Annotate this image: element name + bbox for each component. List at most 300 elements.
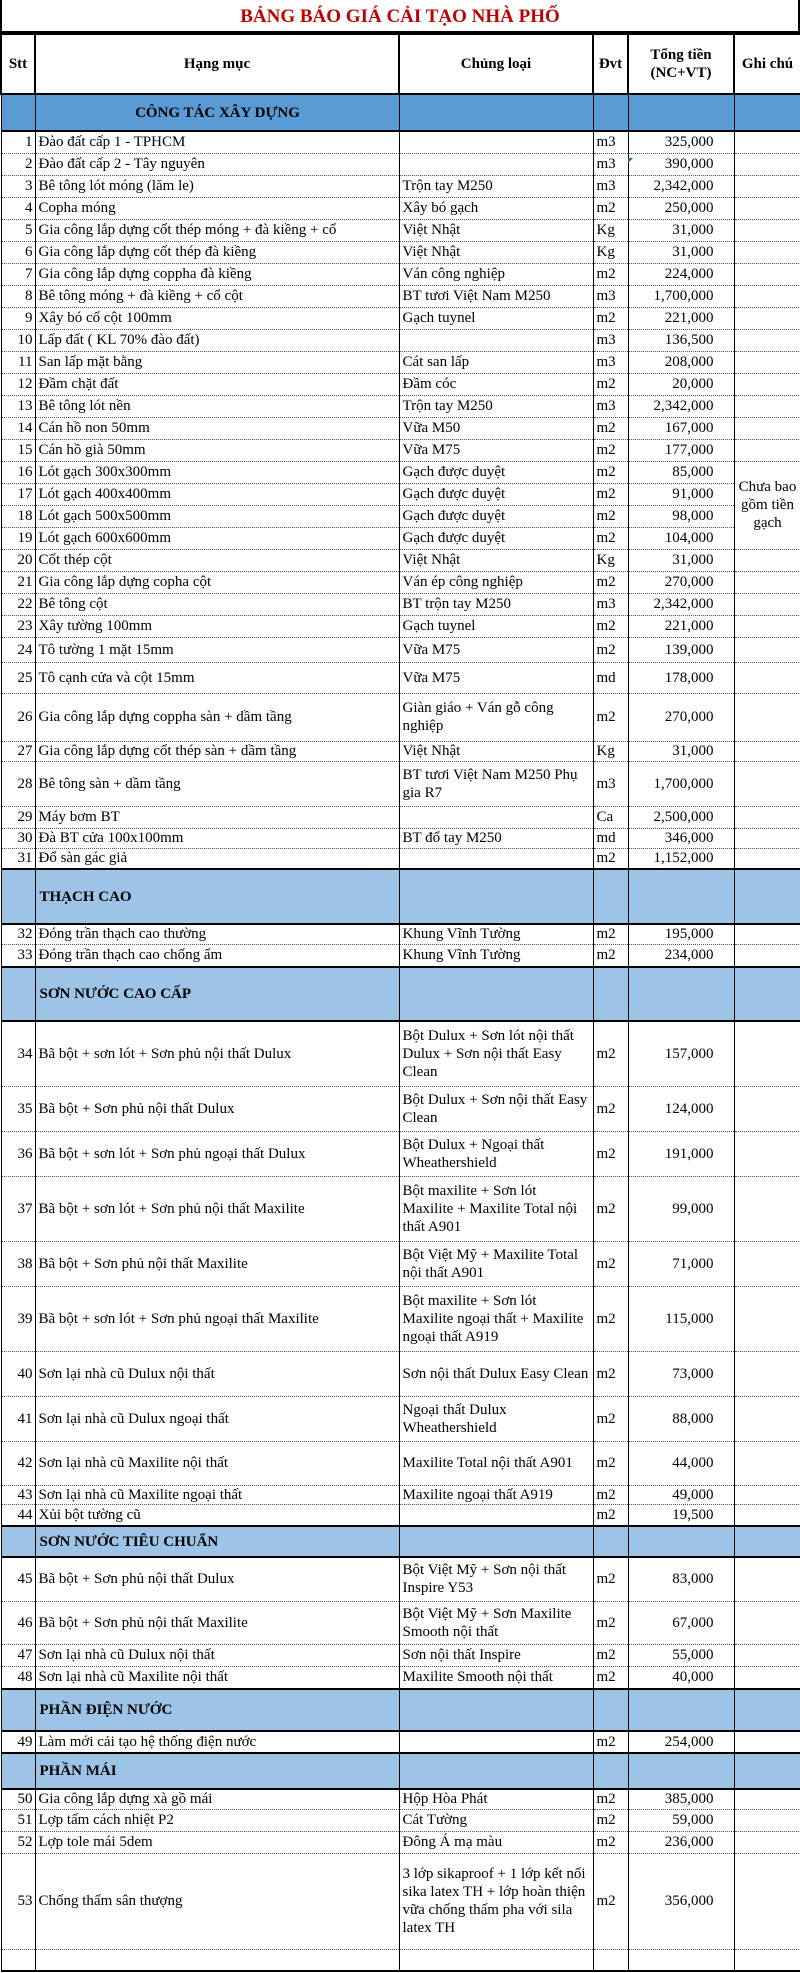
row-item-name: Bã bột + sơn lót + Sơn phủ nội thất Maxilite <box>35 1176 399 1241</box>
table-row <box>1 944 800 967</box>
row-note <box>734 351 800 373</box>
row-stt: 40 <box>1 1351 35 1396</box>
blank-row <box>1 1949 800 1971</box>
row-stt: 7 <box>1 263 35 285</box>
row-material-type: Maxilite Total nội thất A901 <box>399 1441 593 1485</box>
table-row <box>1 549 800 571</box>
row-material-type: Bột Việt Mỹ + Sơn nội thất Inspire Y53 <box>399 1557 593 1601</box>
row-material-type: Trộn tay M250 <box>399 175 593 197</box>
row-unit: m2 <box>593 1241 628 1286</box>
row-item-name: Bã bột + Sơn phủ nội thất Maxilite <box>35 1601 399 1644</box>
row-material-type: Vữa M75 <box>399 637 593 662</box>
table-row <box>1 1666 800 1689</box>
row-unit: m2 <box>593 263 628 285</box>
row-material-type: Gạch được duyệt <box>399 505 593 527</box>
row-stt: 16 <box>1 461 35 483</box>
row-item-name: Đóng trần thạch cao chống ẩm <box>35 944 399 967</box>
col-total-line1: Tổng tiền <box>650 47 712 63</box>
row-note <box>734 571 800 593</box>
row-material-type: Việt Nhật <box>399 219 593 241</box>
row-item-name: Cán hồ non 50mm <box>35 417 399 439</box>
row-material-type: Vữa M75 <box>399 662 593 693</box>
row-stt: 45 <box>1 1557 35 1601</box>
table-row <box>1 153 800 175</box>
row-total-price: 385,000 <box>628 1789 734 1809</box>
row-total-price: 124,000 <box>628 1086 734 1131</box>
table-row <box>1 615 800 637</box>
row-unit: m2 <box>593 1131 628 1176</box>
row-total-price: 1,700,000 <box>628 285 734 307</box>
row-total-price: 55,000 <box>628 1644 734 1666</box>
section-total-cell <box>628 1689 734 1731</box>
row-item-name: Lót gạch 500x500mm <box>35 505 399 527</box>
row-item-name: Copha móng <box>35 197 399 219</box>
table-row <box>1 1485 800 1504</box>
row-total-price: 40,000 <box>628 1666 734 1689</box>
row-material-type: Cát san lấp <box>399 351 593 373</box>
header-row <box>1 34 800 94</box>
row-note <box>734 1809 800 1831</box>
row-stt: 9 <box>1 307 35 329</box>
row-item-name: Gia công lắp dựng coppha đà kiềng <box>35 263 399 285</box>
row-item-name: Đào đất cấp 1 - TPHCM <box>35 131 399 153</box>
row-unit: m3 <box>593 153 628 175</box>
row-total-price: 19,500 <box>628 1504 734 1526</box>
row-stt: 29 <box>1 806 35 828</box>
section-title: PHẦN ĐIỆN NƯỚC <box>35 1689 399 1731</box>
row-unit: Kg <box>593 241 628 263</box>
row-material-type: BT tươi Việt Nam M250 Phụ gia R7 <box>399 761 593 806</box>
row-note <box>734 1731 800 1753</box>
row-stt: 41 <box>1 1396 35 1441</box>
row-material-type <box>399 329 593 351</box>
row-note <box>734 1086 800 1131</box>
row-item-name: Tô tường 1 mặt 15mm <box>35 637 399 662</box>
row-stt: 31 <box>1 848 35 869</box>
row-unit: m2 <box>593 944 628 967</box>
section-title: SƠN NƯỚC TIÊU CHUẨN <box>35 1526 399 1557</box>
row-material-type: Đầm cóc <box>399 373 593 395</box>
row-note <box>734 1131 800 1176</box>
row-note <box>734 741 800 761</box>
row-unit: m3 <box>593 351 628 373</box>
row-stt: 34 <box>1 1021 35 1086</box>
row-total-price: 178,000 <box>628 662 734 693</box>
row-note <box>734 761 800 806</box>
table-row <box>1 175 800 197</box>
row-stt: 48 <box>1 1666 35 1689</box>
row-material-type <box>399 806 593 828</box>
row-stt: 46 <box>1 1601 35 1644</box>
row-unit: m2 <box>593 1853 628 1949</box>
row-item-name: Lấp đất ( KL 70% đào đất) <box>35 329 399 351</box>
row-stt: 32 <box>1 924 35 944</box>
section-row <box>1 1753 800 1789</box>
section-note-cell <box>734 1753 800 1789</box>
row-unit: m2 <box>593 439 628 461</box>
row-stt: 39 <box>1 1286 35 1351</box>
col-total <box>628 34 734 94</box>
row-item-name: San lấp mặt bằng <box>35 351 399 373</box>
row-total-price: 270,000 <box>628 571 734 593</box>
row-stt: 23 <box>1 615 35 637</box>
row-item-name: Sơn lại nhà cũ Dulux nội thất <box>35 1644 399 1666</box>
row-total-price: 73,000 <box>628 1351 734 1396</box>
table-row <box>1 761 800 806</box>
row-unit: m2 <box>593 307 628 329</box>
row-stt: 2 <box>1 153 35 175</box>
row-note <box>734 1644 800 1666</box>
row-material-type: Đông Á mạ màu <box>399 1831 593 1853</box>
row-stt: 42 <box>1 1441 35 1485</box>
section-title: PHẦN MÁI <box>35 1753 399 1789</box>
row-material-type <box>399 153 593 175</box>
section-stt-cell <box>1 1526 35 1557</box>
table-row <box>1 285 800 307</box>
row-unit: m2 <box>593 1666 628 1689</box>
row-total-price: 98,000 <box>628 505 734 527</box>
row-total-price: 254,000 <box>628 1731 734 1753</box>
table-row <box>1 828 800 848</box>
table-row <box>1 848 800 869</box>
row-unit: m2 <box>593 1731 628 1753</box>
row-item-name: Gia công lắp dựng coppha sàn + dầm tầng <box>35 693 399 741</box>
row-material-type: Maxilite ngoại thất A919 <box>399 1485 593 1504</box>
table-row <box>1 1789 800 1809</box>
row-note <box>734 1176 800 1241</box>
row-unit: m2 <box>593 1831 628 1853</box>
section-row <box>1 1526 800 1557</box>
row-unit: m2 <box>593 1021 628 1086</box>
row-item-name: Bã bột + sơn lót + Sơn phủ nội thất Dulux <box>35 1021 399 1086</box>
row-material-type: Ván công nghiệp <box>399 263 593 285</box>
section-total-cell <box>628 94 734 131</box>
row-note <box>734 1601 800 1644</box>
row-total-price: 325,000 <box>628 131 734 153</box>
row-note <box>734 1853 800 1949</box>
section-unit-cell <box>593 1689 628 1731</box>
blank-cell <box>1 1949 35 1971</box>
row-stt: 36 <box>1 1131 35 1176</box>
row-note <box>734 241 800 263</box>
row-item-name: Sơn lại nhà cũ Maxilite nội thất <box>35 1441 399 1485</box>
row-material-type: Bột Dulux + Sơn nội thất Easy Clean <box>399 1086 593 1131</box>
row-note <box>734 1351 800 1396</box>
col-type: Chủng loại <box>399 34 593 94</box>
row-material-type: Việt Nhật <box>399 549 593 571</box>
row-total-price: 136,500 <box>628 329 734 351</box>
table-row <box>1 1809 800 1831</box>
row-item-name: Lót gạch 300x300mm <box>35 461 399 483</box>
row-unit: m3 <box>593 395 628 417</box>
row-material-type: Sơn nội thất Dulux Easy Clean <box>399 1351 593 1396</box>
row-unit: m2 <box>593 848 628 869</box>
row-unit: m3 <box>593 329 628 351</box>
row-total-price: 31,000 <box>628 219 734 241</box>
row-total-price: 59,000 <box>628 1809 734 1831</box>
table-row <box>1 593 800 615</box>
row-material-type: Maxilite Smooth nội thất <box>399 1666 593 1689</box>
table-row <box>1 1286 800 1351</box>
row-unit: Kg <box>593 741 628 761</box>
col-note: Ghi chú <box>734 34 800 94</box>
section-unit-cell <box>593 869 628 924</box>
row-unit: m2 <box>593 1286 628 1351</box>
row-unit: m3 <box>593 285 628 307</box>
row-total-price: 208,000 <box>628 351 734 373</box>
row-note <box>734 417 800 439</box>
row-note <box>734 1441 800 1485</box>
row-unit: Ca <box>593 806 628 828</box>
row-stt: 37 <box>1 1176 35 1241</box>
row-note <box>734 131 800 153</box>
blank-cell <box>734 1949 800 1971</box>
table-row <box>1 1557 800 1601</box>
row-item-name: Bã bột + sơn lót + Sơn phủ ngoại thất Dulux <box>35 1131 399 1176</box>
row-unit: md <box>593 828 628 848</box>
row-note <box>734 806 800 828</box>
section-type-cell <box>399 94 593 131</box>
row-stt: 52 <box>1 1831 35 1853</box>
row-total-price: 177,000 <box>628 439 734 461</box>
row-total-price: 224,000 <box>628 263 734 285</box>
row-stt: 17 <box>1 483 35 505</box>
col-name: Hạng mục <box>35 34 399 94</box>
row-stt: 5 <box>1 219 35 241</box>
row-note <box>734 1789 800 1809</box>
section-stt-cell <box>1 1689 35 1731</box>
row-unit: m2 <box>593 571 628 593</box>
row-note <box>734 1396 800 1441</box>
table-row <box>1 806 800 828</box>
row-item-name: Sơn lại nhà cũ Dulux nội thất <box>35 1351 399 1396</box>
section-unit-cell <box>593 1753 628 1789</box>
row-item-name: Tô cạnh cửa và cột 15mm <box>35 662 399 693</box>
row-item-name: Xủi bột tường cũ <box>35 1504 399 1526</box>
row-material-type: Gạch tuynel <box>399 307 593 329</box>
row-unit: m3 <box>593 593 628 615</box>
table-row <box>1 1176 800 1241</box>
row-total-price: 115,000 <box>628 1286 734 1351</box>
row-stt: 4 <box>1 197 35 219</box>
section-note-cell <box>734 967 800 1021</box>
row-total-price: 139,000 <box>628 637 734 662</box>
table-row <box>1 1601 800 1644</box>
row-total-price: 346,000 <box>628 828 734 848</box>
row-total-price: 67,000 <box>628 1601 734 1644</box>
table-body <box>1 94 800 1971</box>
row-total-price: 20,000 <box>628 373 734 395</box>
row-unit: m2 <box>593 505 628 527</box>
row-total-price: 157,000 <box>628 1021 734 1086</box>
row-unit: Kg <box>593 549 628 571</box>
section-row <box>1 1689 800 1731</box>
row-note <box>734 307 800 329</box>
row-material-type: Vữa M75 <box>399 439 593 461</box>
row-total-price: 250,000 <box>628 197 734 219</box>
row-total-price: 167,000 <box>628 417 734 439</box>
row-unit: m2 <box>593 527 628 549</box>
row-total-price: 1,700,000 <box>628 761 734 806</box>
table-row <box>1 307 800 329</box>
blank-cell <box>628 1949 734 1971</box>
row-total-price: 71,000 <box>628 1241 734 1286</box>
section-title: SƠN NƯỚC CAO CẤP <box>35 967 399 1021</box>
row-stt: 49 <box>1 1731 35 1753</box>
row-material-type: Bột Dulux + Ngoại thất Wheathershield <box>399 1131 593 1176</box>
row-stt: 1 <box>1 131 35 153</box>
table-row <box>1 395 800 417</box>
section-note-cell <box>734 869 800 924</box>
row-note <box>734 219 800 241</box>
row-note <box>734 329 800 351</box>
row-note <box>734 1286 800 1351</box>
row-item-name: Gia công lắp dựng copha cột <box>35 571 399 593</box>
blank-cell <box>593 1949 628 1971</box>
table-row <box>1 197 800 219</box>
table-row <box>1 483 800 505</box>
table-row <box>1 1396 800 1441</box>
row-item-name: Làm mới cải tạo hệ thống điện nước <box>35 1731 399 1753</box>
row-item-name: Bã bột + Sơn phủ nội thất Dulux <box>35 1086 399 1131</box>
row-stt: 28 <box>1 761 35 806</box>
table-row <box>1 527 800 549</box>
row-total-price: 2,342,000 <box>628 175 734 197</box>
sheet-title: BẢNG BÁO GIÁ CẢI TẠO NHÀ PHỐ <box>0 0 800 33</box>
row-total-price: 234,000 <box>628 944 734 967</box>
row-total-price: 31,000 <box>628 241 734 263</box>
section-title: CÔNG TÁC XÂY DỰNG <box>35 94 399 131</box>
row-item-name: Lót gạch 400x400mm <box>35 483 399 505</box>
row-note <box>734 175 800 197</box>
row-item-name: Lợp tấm cách nhiệt P2 <box>35 1809 399 1831</box>
row-unit: m3 <box>593 131 628 153</box>
section-stt-cell <box>1 869 35 924</box>
row-item-name: Gia công lắp dựng cốt thép sàn + dầm tầng <box>35 741 399 761</box>
table-row <box>1 241 800 263</box>
row-stt: 43 <box>1 1485 35 1504</box>
row-unit: m2 <box>593 615 628 637</box>
row-stt: 24 <box>1 637 35 662</box>
row-material-type: Sơn nội thất Inspire <box>399 1644 593 1666</box>
row-item-name: Bê tông cột <box>35 593 399 615</box>
row-item-name: Bã bột + Sơn phủ nội thất Dulux <box>35 1557 399 1601</box>
row-material-type: Việt Nhật <box>399 741 593 761</box>
row-material-type: Cát Tường <box>399 1809 593 1831</box>
row-material-type: Gạch được duyệt <box>399 461 593 483</box>
row-stt: 11 <box>1 351 35 373</box>
row-stt: 51 <box>1 1809 35 1831</box>
row-note <box>734 944 800 967</box>
row-note <box>734 1831 800 1853</box>
row-item-name: Bã bột + Sơn phủ nội thất Maxilite <box>35 1241 399 1286</box>
row-total-price: 91,000 <box>628 483 734 505</box>
row-stt: 30 <box>1 828 35 848</box>
row-unit: m2 <box>593 693 628 741</box>
row-note <box>734 593 800 615</box>
blank-cell <box>35 1949 399 1971</box>
row-total-price: 356,000 <box>628 1853 734 1949</box>
row-item-name: Chống thấm sân thượng <box>35 1853 399 1949</box>
row-item-name: Sơn lại nhà cũ Dulux ngoại thất <box>35 1396 399 1441</box>
section-row <box>1 869 800 924</box>
row-unit: m2 <box>593 1644 628 1666</box>
row-note <box>734 285 800 307</box>
row-stt: 53 <box>1 1853 35 1949</box>
row-note <box>734 848 800 869</box>
row-item-name: Gia công lắp dựng xà gồ mái <box>35 1789 399 1809</box>
row-total-price: 49,000 <box>628 1485 734 1504</box>
row-unit: m2 <box>593 1557 628 1601</box>
row-total-price: 270,000 <box>628 693 734 741</box>
row-note <box>734 263 800 285</box>
row-stt: 47 <box>1 1644 35 1666</box>
table-row <box>1 571 800 593</box>
table-row <box>1 1241 800 1286</box>
table-row <box>1 1351 800 1396</box>
row-item-name: Máy bơm BT <box>35 806 399 828</box>
row-total-price: 83,000 <box>628 1557 734 1601</box>
row-stt: 8 <box>1 285 35 307</box>
row-stt: 6 <box>1 241 35 263</box>
row-note <box>734 662 800 693</box>
row-item-name: Xây bó cổ cột 100mm <box>35 307 399 329</box>
row-item-name: Đào đất cấp 2 - Tây nguyên <box>35 153 399 175</box>
row-unit: m3 <box>593 761 628 806</box>
row-total-price: 236,000 <box>628 1831 734 1853</box>
row-item-name: Gia công lắp dựng cốt thép đà kiềng <box>35 241 399 263</box>
row-note <box>734 924 800 944</box>
row-stt: 21 <box>1 571 35 593</box>
col-stt: Stt <box>1 34 35 94</box>
row-stt: 12 <box>1 373 35 395</box>
row-material-type: Bột Dulux + Sơn lót nội thất Dulux + Sơn nội thất Easy Clean <box>399 1021 593 1086</box>
row-material-type: Giàn giáo + Ván gỗ công nghiệp <box>399 693 593 741</box>
table-row <box>1 1504 800 1526</box>
row-total-price: 88,000 <box>628 1396 734 1441</box>
row-total-price: 31,000 <box>628 549 734 571</box>
row-total-price: 2,342,000 <box>628 395 734 417</box>
row-note <box>734 1021 800 1086</box>
row-note <box>734 1557 800 1601</box>
row-note <box>734 549 800 571</box>
section-note-cell <box>734 94 800 131</box>
row-stt: 18 <box>1 505 35 527</box>
row-material-type: Ván ép công nghiệp <box>399 571 593 593</box>
table-row <box>1 1731 800 1753</box>
table-row <box>1 439 800 461</box>
row-total-price: 104,000 <box>628 527 734 549</box>
table-row <box>1 741 800 761</box>
row-note <box>734 1485 800 1504</box>
row-material-type: BT đổ tay M250 <box>399 828 593 848</box>
row-total-price: 44,000 <box>628 1441 734 1485</box>
col-unit: Đvt <box>593 34 628 94</box>
table-row <box>1 131 800 153</box>
row-stt: 22 <box>1 593 35 615</box>
table-row <box>1 1086 800 1131</box>
row-total-price: 2,342,000 <box>628 593 734 615</box>
row-item-name: Gia công lắp dựng cốt thép móng + đà kiềng + cổ <box>35 219 399 241</box>
section-total-cell <box>628 967 734 1021</box>
row-material-type <box>399 1504 593 1526</box>
row-stt: 33 <box>1 944 35 967</box>
table-row <box>1 1644 800 1666</box>
table-row <box>1 693 800 741</box>
section-row <box>1 94 800 131</box>
row-unit: m2 <box>593 1789 628 1809</box>
table-row <box>1 329 800 351</box>
